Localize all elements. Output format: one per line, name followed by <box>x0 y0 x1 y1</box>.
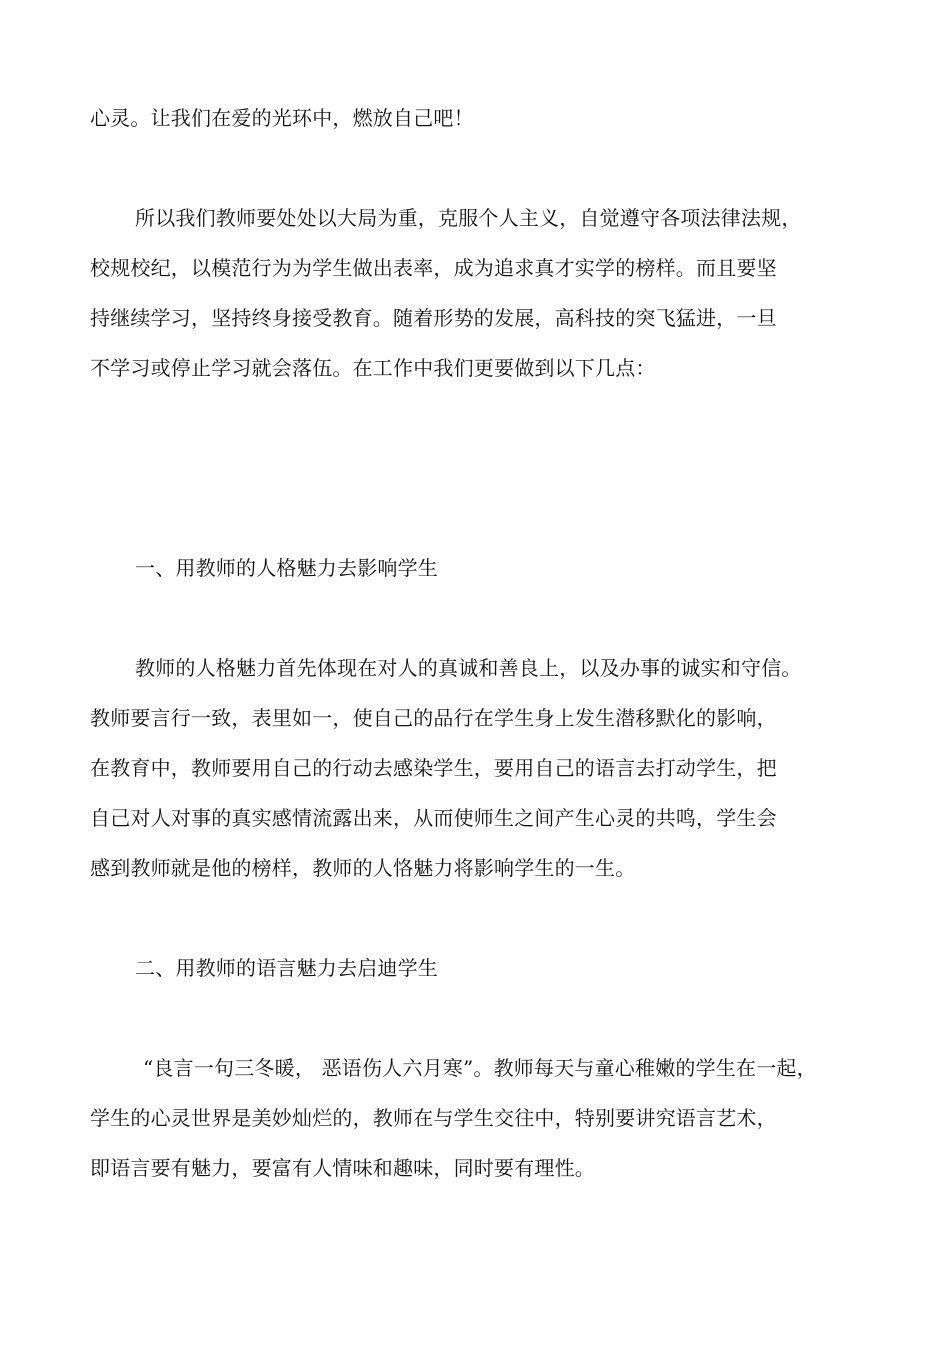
paragraph-2-line-2: 教师要言行一致，表里如一，使自己的品行在学生身上发生潜移默化的影响， <box>90 706 777 730</box>
paragraph-1-line-3: 持继续学习，坚持终身接受教育。随着形势的发展，高科技的突飞猛进，一旦 <box>90 306 777 330</box>
paragraph-2-line-3: 在教育中，教师要用自己的行动去感染学生，要用自己的语言去打动学生，把 <box>90 756 777 780</box>
paragraph-1-line-4: 不学习或停止学习就会落伍。在工作中我们更要做到以下几点： <box>90 356 656 380</box>
paragraph-2-line-5: 感到教师就是他的榜样，教师的人恪魅力将影响学生的一生。 <box>90 856 636 880</box>
section-heading-1: 一、用教师的人格魅力去影响学生 <box>135 556 438 580</box>
paragraph-3-line-1: “良言一句三冬暖， 恶语伤人六月寒”。教师每天与童心稚嫩的学生在一起， <box>143 1056 817 1080</box>
paragraph-0-line-1: 心灵。让我们在爱的光环中，燃放自己吧！ <box>90 106 474 130</box>
paragraph-3-line-2: 学生的心灵世界是美妙灿烂的，教师在与学生交往中，特别要讲究语言艺术， <box>90 1106 777 1130</box>
paragraph-2-line-4: 自己对人对事的真实感情流露出来，从而使师生之间产生心灵的共鸣，学生会 <box>90 806 777 830</box>
paragraph-1-line-1: 所以我们教师要处处以大局为重，克服个人主义，自觉遵守各项法律法规， <box>135 206 802 230</box>
paragraph-3-line-3: 即语言要有魅力，要富有人情味和趣味，同时要有理性。 <box>90 1156 595 1180</box>
section-heading-2: 二、用教师的语言魅力去启迪学生 <box>135 956 438 980</box>
paragraph-2-line-1: 教师的人格魅力首先体现在对人的真诚和善良上，以及办事的诚实和守信。 <box>135 656 802 680</box>
paragraph-1-line-2: 校规校纪，以模范行为为学生做出表率，成为追求真才实学的榜样。而且要坚 <box>90 256 777 280</box>
